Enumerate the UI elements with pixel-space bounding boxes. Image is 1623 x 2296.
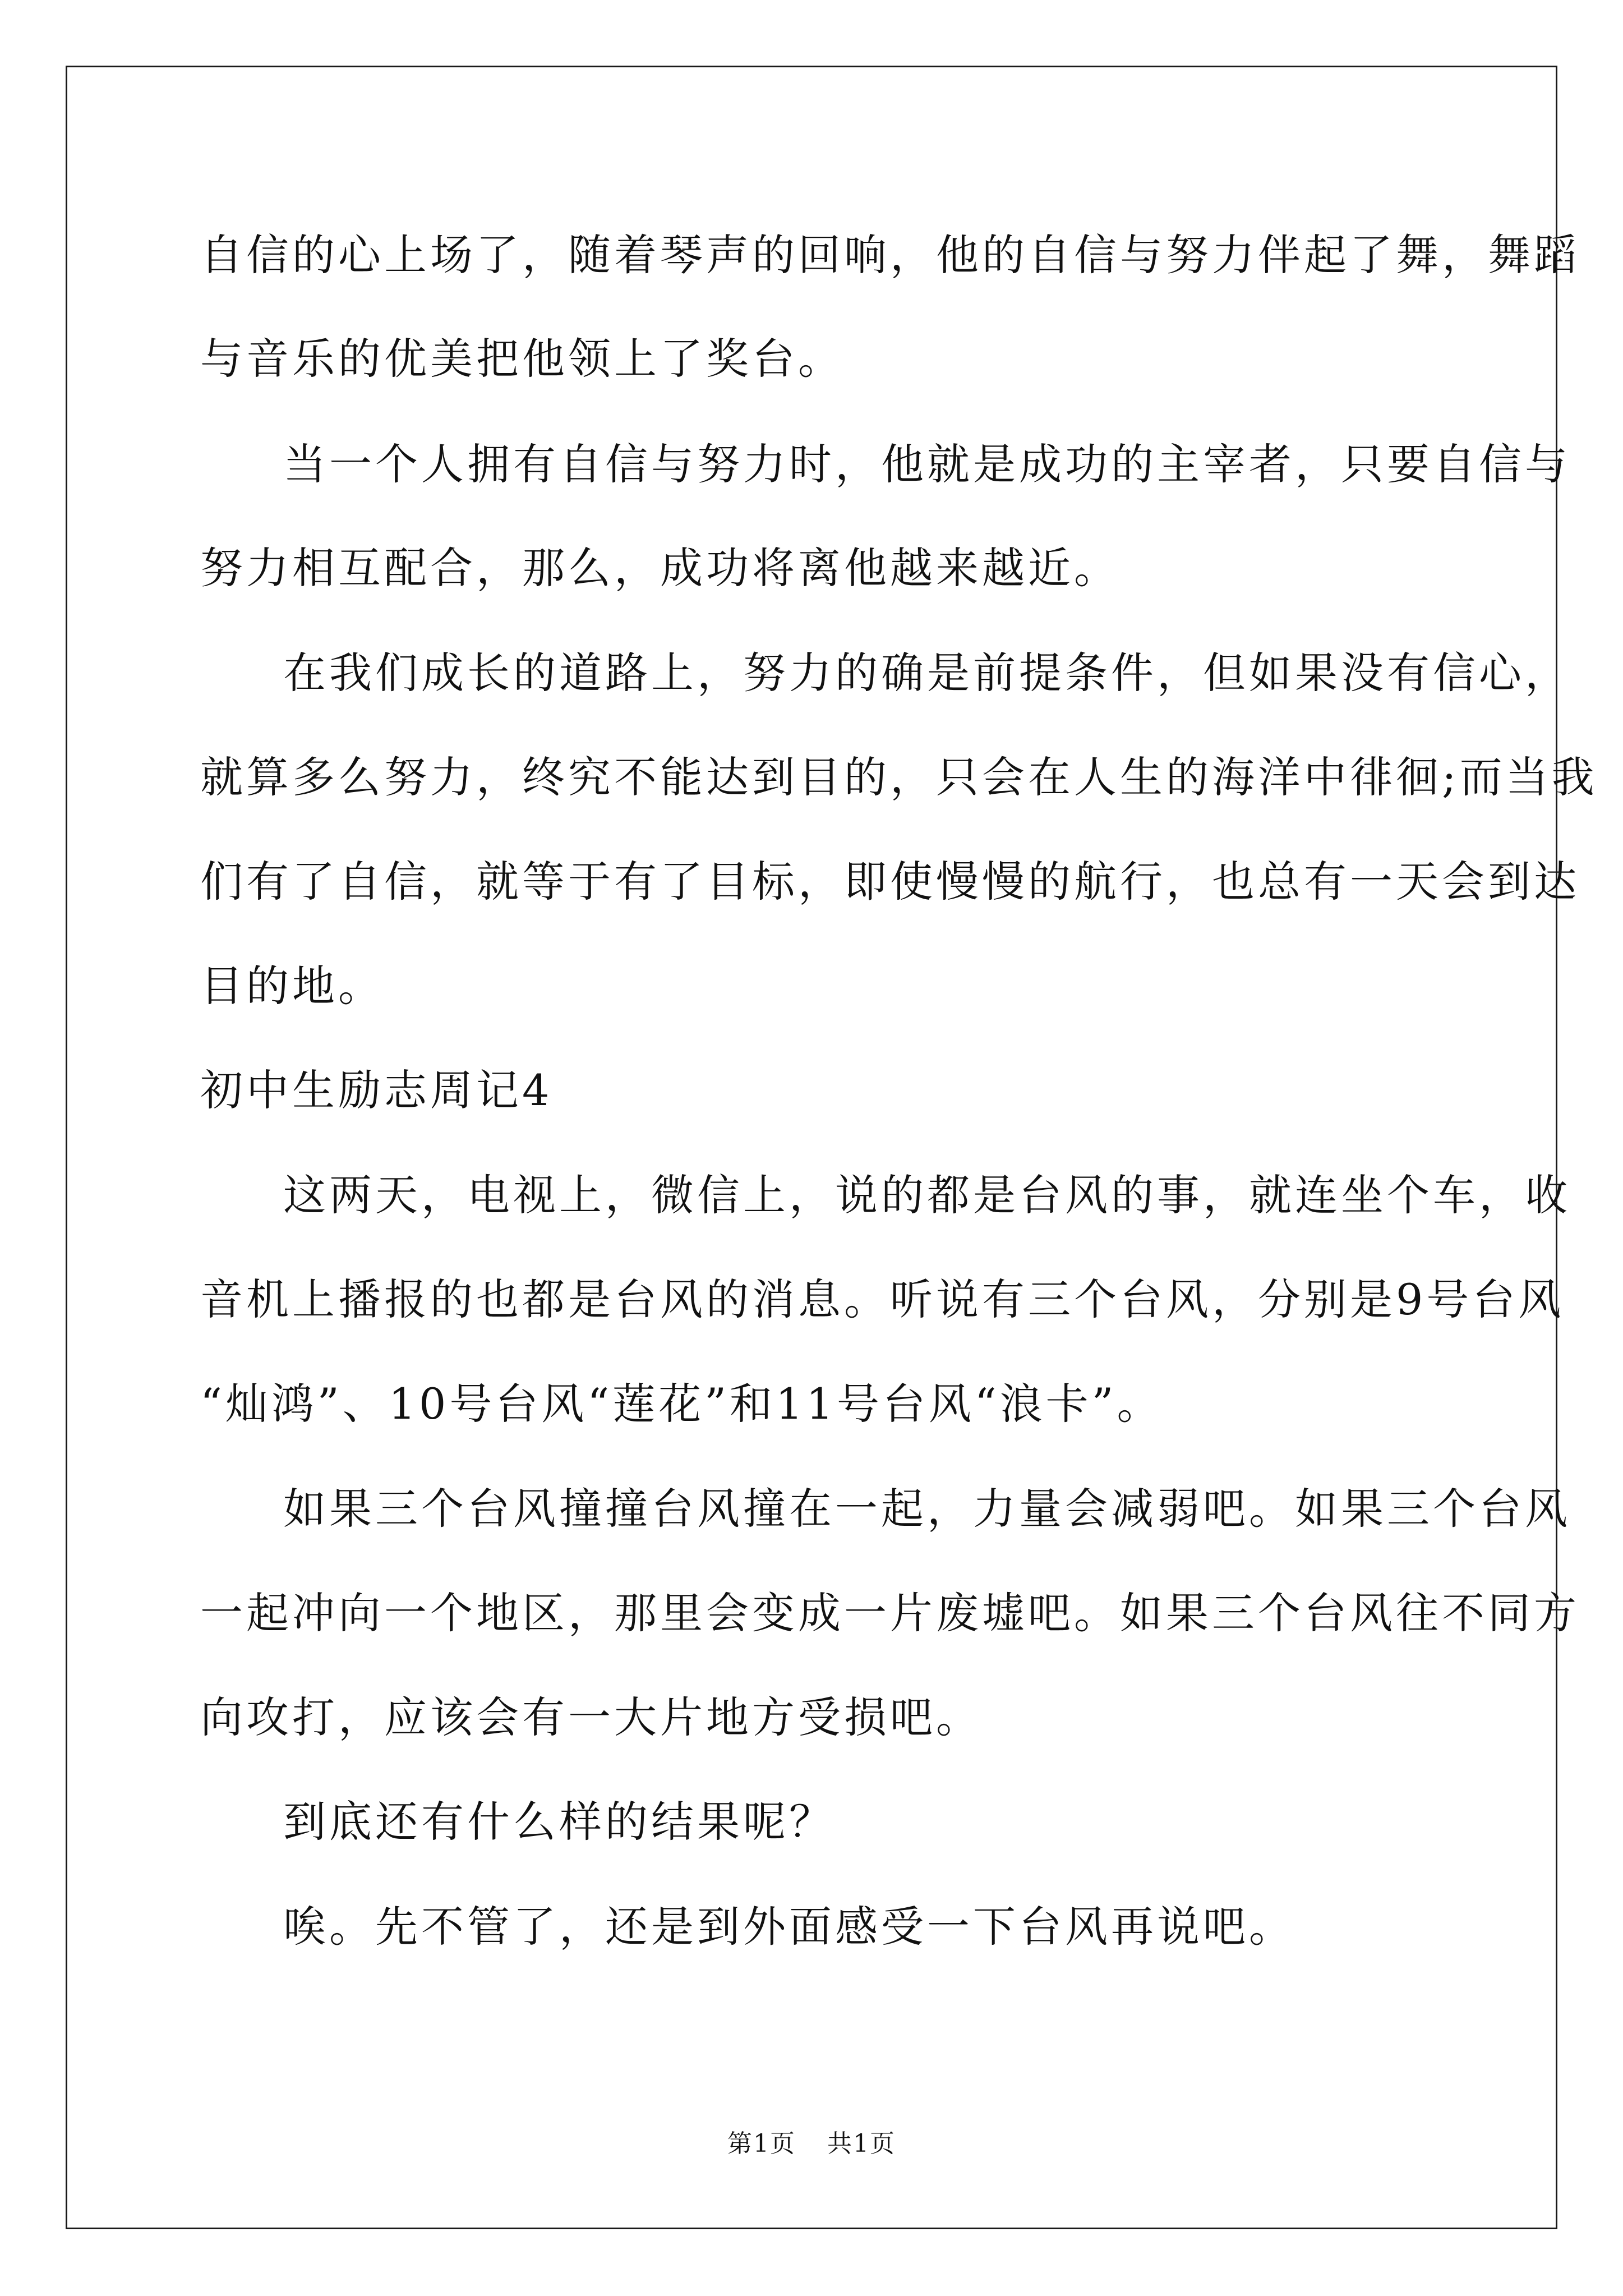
- paragraph-start: 唉。先不管了，还是到外面感受一下台风再说吧。: [283, 1902, 1295, 1952]
- page-number-current: 第1页: [727, 2129, 796, 2158]
- paragraph-start: 在我们成长的道路上，努力的确是前提条件，但如果没有信心，: [283, 648, 1571, 698]
- section-heading: 初中生励志周记4: [200, 1065, 553, 1115]
- page-footer: [0, 2127, 1623, 2161]
- text-line: 目的地。: [200, 961, 384, 1011]
- text-line: 向攻打，应该会有一大片地方受损吧。: [200, 1692, 982, 1742]
- paragraph-start: 到底还有什么样的结果呢？: [283, 1797, 835, 1847]
- text-line: 音机上播报的也都是台风的消息。听说有三个台风，分别是9号台风: [200, 1274, 1565, 1324]
- text-line: 就算多么努力，终究不能达到目的，只会在人生的海洋中徘徊;而当我: [200, 752, 1598, 802]
- text-line: 努力相互配合，那么，成功将离他越来越近。: [200, 543, 1120, 593]
- text-line: “灿鸿”、10号台风“莲花”和11号台风“浪卡”。: [200, 1379, 1163, 1429]
- paragraph-start: 这两天，电视上，微信上，说的都是台风的事，就连坐个车，收: [283, 1170, 1571, 1220]
- paragraph-start: 如果三个台风撞撞台风撞在一起，力量会减弱吧。如果三个台风: [283, 1484, 1571, 1534]
- page-number-total: 共1页: [827, 2129, 896, 2158]
- text-line: 自信的心上场了，随着琴声的回响，他的自信与努力伴起了舞，舞蹈: [200, 230, 1580, 280]
- text-line: 们有了自信，就等于有了目标，即使慢慢的航行，也总有一天会到达: [200, 857, 1580, 907]
- paragraph-start: 当一个人拥有自信与努力时，他就是成功的主宰者，只要自信与: [283, 439, 1571, 489]
- text-line: 一起冲向一个地区，那里会变成一片废墟吧。如果三个台风往不同方: [200, 1588, 1580, 1638]
- text-line: 与音乐的优美把他领上了奖台。: [200, 334, 844, 384]
